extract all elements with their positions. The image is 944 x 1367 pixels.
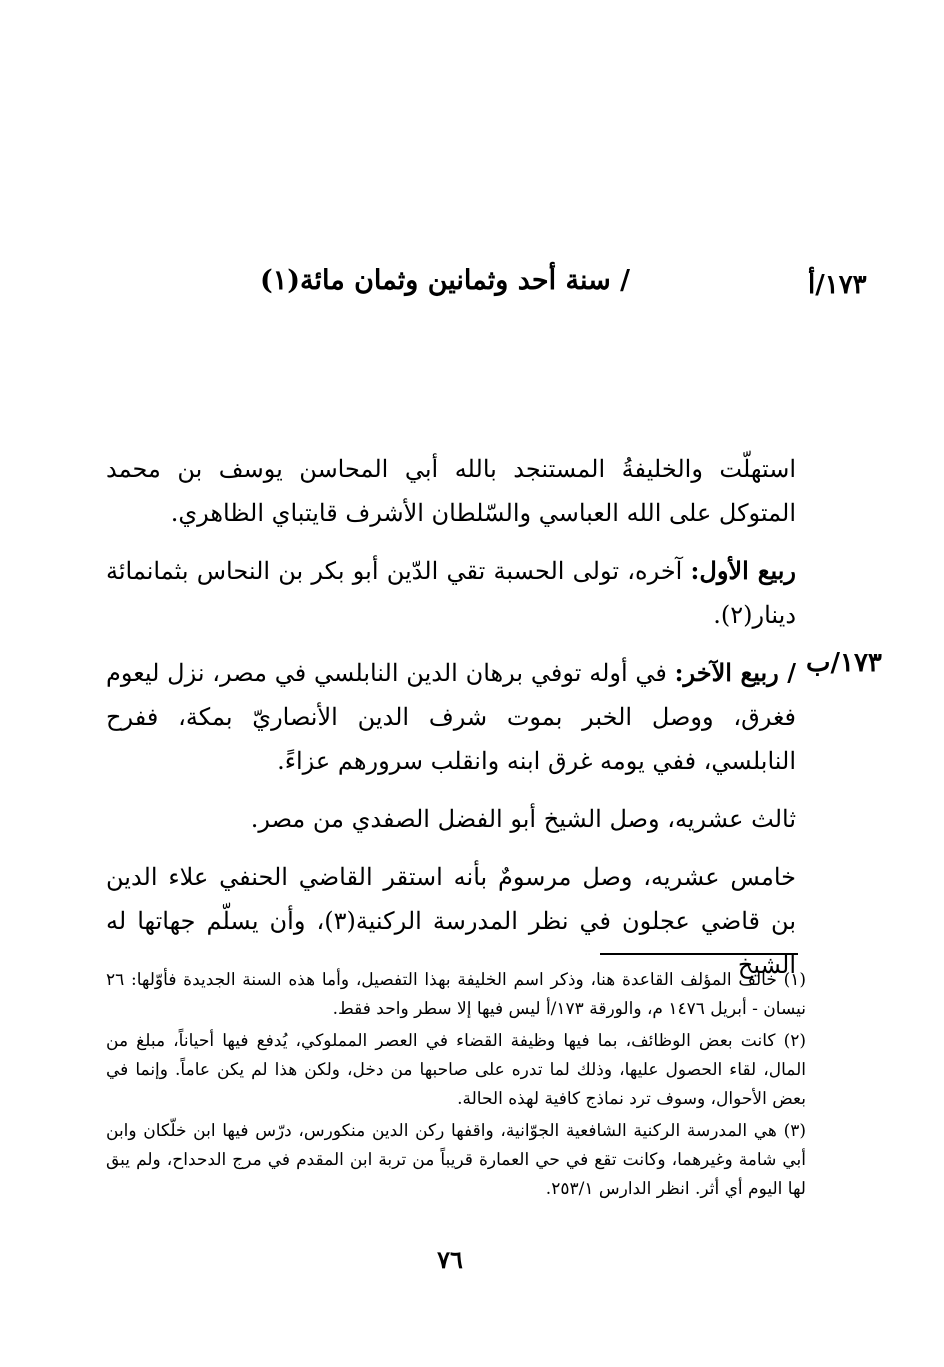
paragraph-3-label: / ربيع الآخر: — [674, 658, 796, 687]
margin-folio-reference-b: ١٧٣/ب — [806, 648, 882, 678]
footnote-separator — [600, 953, 798, 955]
paragraph-4: ثالث عشريه، وصل الشيخ أبو الفضل الصفدي من مصر. — [250, 805, 796, 833]
paragraph-3-text: في أوله توفي برهان الدين النابلسي في مصر، نزل ليعوم فغرق، ووصل الخبر بموت شرف الدين الأنصاريّ بمكة، ففرح النابلسي، ففي يومه غرق ابنه وانقلب سرورهم عزاءً. — [106, 659, 796, 775]
footnote-3: (٣) هي المدرسة الركنية الشافعية الجوّانية، واقفها ركن الدين منكورس، درّس فيها ابن خلّكان وابن أبي شامة وغيرهما، وكانت تقع في حي العمارة قريباً من تربة ابن المقدم في مرج الدحداح، ولم يبق لها اليوم أي أثر. انظر الدارس ٢٥٣/١. — [106, 1121, 806, 1199]
paragraph-5: خامس عشريه، وصل مرسومٌ بأنه استقر القاضي الحنفي علاء الدين بن قاضي عجلون في نظر المدرسة الركنية(٣)، وأن يسلّم جهاتها له الشيخ — [106, 863, 796, 979]
paragraph-3 — [106, 651, 796, 783]
footnote-2: (٢) كانت بعض الوظائف، بما فيها وظيفة القضاء في العصر المملوكي، يُدفع فيها أحياناً، مبلغ من المال، لقاء الحصول عليها، وذلك لما تدره على صاحبها من دخل، ولكن هذا لم يكن عاماً. وإنما في بعض الأحوال، وسوف ترد نماذج كافية لهذه الحالة. — [106, 1031, 806, 1109]
footnote-1: (١) خالف المؤلف القاعدة هنا، وذكر اسم الخليفة بهذا التفصيل، وأما هذه السنة الجديدة فأوّلها: ٢٦ نيسان - أبريل ١٤٧٦ م، والورقة ١٧٣/أ ليس فيها إلا سطر واحد فقط. — [106, 970, 806, 1019]
page-number: ٧٦ — [437, 1245, 463, 1274]
paragraph-2 — [106, 549, 796, 637]
paragraph-2-label: ربيع الأول: — [690, 556, 797, 585]
footnotes — [106, 966, 806, 1207]
paragraph-2-text: آخره، تولى الحسبة تقي الدّين أبو بكر بن النحاس بثمانمائة دينار(٢). — [106, 557, 796, 629]
paragraph-1: استهلّت والخليفةُ المستنجد بالله أبي المحاسن يوسف بن محمد المتوكل على الله العباسي والسّلطان الأشرف قايتباي الظاهري. — [106, 455, 796, 527]
section-heading: / سنة أحد وثمانين وثمان مائة(١) — [259, 265, 630, 296]
margin-folio-reference: ١٧٣/أ — [808, 270, 867, 300]
main-text — [106, 447, 796, 1001]
